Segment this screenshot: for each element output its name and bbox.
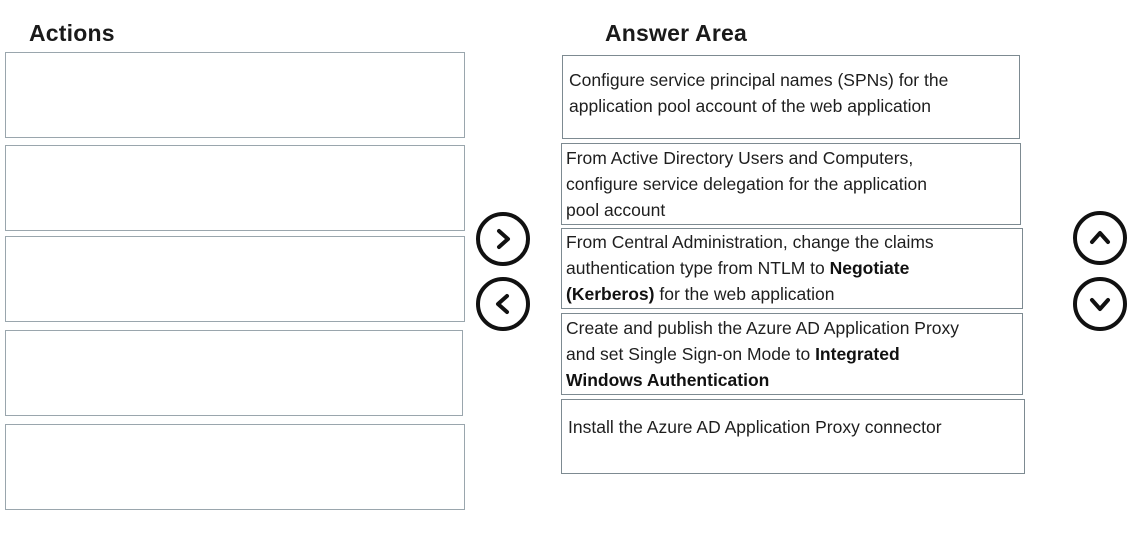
answer-item-3-line3: [566, 281, 1016, 307]
move-down-button[interactable]: [1073, 277, 1127, 331]
answer-item-3-bold-negotiate: Negotiate: [829, 258, 910, 278]
actions-heading: Actions: [29, 20, 115, 46]
answer-item-1-line2: application pool account of the web application: [569, 96, 931, 116]
answer-item-1[interactable]: [562, 55, 1020, 139]
answer-item-3-line1: From Central Administration, change the claims: [566, 232, 934, 252]
action-slot-3[interactable]: [5, 236, 465, 322]
chevron-left-icon: [490, 291, 516, 317]
answer-item-4-line1: Create and publish the Azure AD Application Proxy: [566, 318, 960, 338]
answer-item-3-line2-text: authentication type from NTLM to: [566, 258, 830, 278]
answer-item-4-line3: [566, 367, 1016, 393]
move-up-button[interactable]: [1073, 211, 1127, 265]
action-slot-2[interactable]: [5, 145, 465, 231]
answer-item-4-line2-text: and set Single Sign-on Mode to: [566, 344, 816, 364]
action-slot-5[interactable]: [5, 424, 465, 510]
move-right-button[interactable]: [476, 212, 530, 266]
answer-item-2-line1: From Active Directory Users and Computers,: [566, 148, 914, 168]
answer-area-heading: Answer Area: [605, 20, 747, 46]
answer-item-3-bold-kerberos: (Kerberos): [566, 284, 655, 304]
action-slot-4[interactable]: [5, 330, 463, 416]
answer-item-5[interactable]: [561, 399, 1025, 474]
answer-item-4-bold-integrated: Integrated: [815, 344, 900, 364]
answer-item-2[interactable]: [561, 143, 1021, 225]
answer-item-5-line1: Install the Azure AD Application Proxy connector: [568, 417, 942, 437]
answer-item-3-line2: [566, 255, 1016, 281]
move-left-button[interactable]: [476, 277, 530, 331]
chevron-right-icon: [490, 226, 516, 252]
answer-item-3-line3-text: for the web application: [654, 284, 835, 304]
action-slot-1[interactable]: [5, 52, 465, 138]
chevron-down-icon: [1087, 291, 1113, 317]
answer-item-4[interactable]: [561, 313, 1023, 395]
answer-item-1-line1: Configure service principal names (SPNs) for the: [569, 70, 949, 90]
answer-item-4-bold-windows-auth: Windows Authentication: [566, 370, 770, 390]
answer-item-3[interactable]: [561, 228, 1023, 309]
answer-item-2-line3: pool account: [566, 200, 666, 220]
chevron-up-icon: [1087, 225, 1113, 251]
answer-item-2-line2: configure service delegation for the application: [566, 174, 927, 194]
answer-item-4-line2: [566, 341, 1016, 367]
